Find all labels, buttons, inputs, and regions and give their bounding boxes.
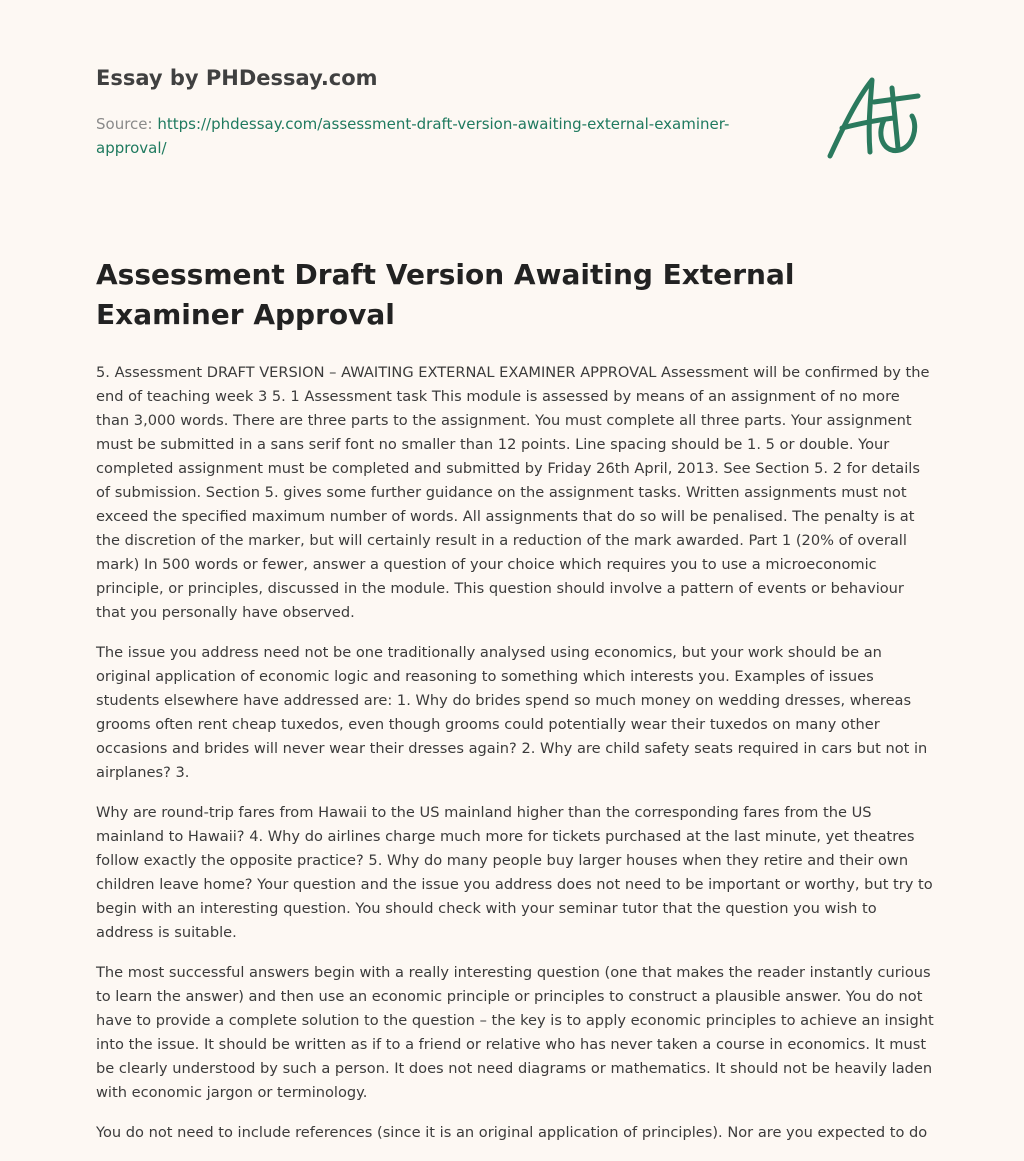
article-paragraph: Why are round-trip fares from Hawaii to the US mainland higher than the corresponding fares from the US mainland to Hawaii? 4. Why do airlines charge much more for tickets purchased at the last minute, yet theatres follow exactly the opposite practice? 5. Why do many people buy larger houses when they retire and their own children leave home? Your question and the issue you address does not need to be important or worthy, but try to begin with an interesting question. You should check with your seminar tutor that the question you wish to address is suitable. bbox=[96, 804, 933, 941]
a-plus-logo-icon bbox=[818, 66, 930, 166]
article-paragraph: You do not need to include references (since it is an original application of principles). Nor are you expected to do bbox=[96, 1124, 928, 1141]
article bbox=[96, 255, 936, 1161]
article-title: Assessment Draft Version Awaiting External Examiner Approval bbox=[96, 258, 795, 331]
source-label: Source: bbox=[96, 115, 158, 133]
article-paragraph: The issue you address need not be one traditionally analysed using economics, but your work should be an original application of economic logic and reasoning to something which interests you. Examples of issues students elsewhere have addressed are: 1. Why do brides spend so much money on wedding dresses, whereas grooms often rent cheap tuxedos, even though grooms could potentially wear their tuxedos on many other occasions and brides will never wear their dresses again? 2. Why are child safety seats required in cars but not in airplanes? 3. bbox=[96, 644, 928, 781]
article-paragraph: The most successful answers begin with a really interesting question (one that makes the reader instantly curious to learn the answer) and then use an economic principle or principles to construct a plausible answer. You do not have to provide a complete solution to the question – the key is to apply economic principles to achieve an insight into the issue. It should be written as if to a friend or relative who has never taken a course in economics. It must be clearly understood by such a person. It does not need diagrams or mathematics. It should not be heavily laden with economic jargon or terminology. bbox=[96, 964, 934, 1101]
article-paragraph: 5. Assessment DRAFT VERSION – AWAITING EXTERNAL EXAMINER APPROVAL Assessment will be confirmed by the end of teaching week 3 5. 1 Assessment task This module is assessed by means of an assignment of no more than 3,000 words. There are three parts to the assignment. You must complete all three parts. Your assignment must be submitted in a sans serif font no smaller than 12 points. Line spacing should be 1. 5 or double. Your completed assignment must be completed and submitted by Friday 26th April, 2013. See Section 5. 2 for details of submission. Section 5. gives some further guidance on the assignment tasks. Written assignments must not exceed the specified maximum number of words. All assignments that do so will be penalised. The penalty is at the discretion of the marker, but will certainly result in a reduction of the mark awarded. Part 1 (20% of overall mark) In 500 words or fewer, answer a question of your choice which requires you to use a microeconomic principle, or principles, discussed in the module. This question should involve a pattern of events or behaviour that you personally have observed. bbox=[96, 364, 930, 621]
source-link[interactable]: https://phdessay.com/assessment-draft-version-awaiting-external-examiner-approval/ bbox=[96, 115, 730, 157]
source-line bbox=[96, 112, 756, 160]
site-title: Essay by PHDessay.com bbox=[96, 66, 378, 90]
page-header bbox=[96, 64, 756, 160]
